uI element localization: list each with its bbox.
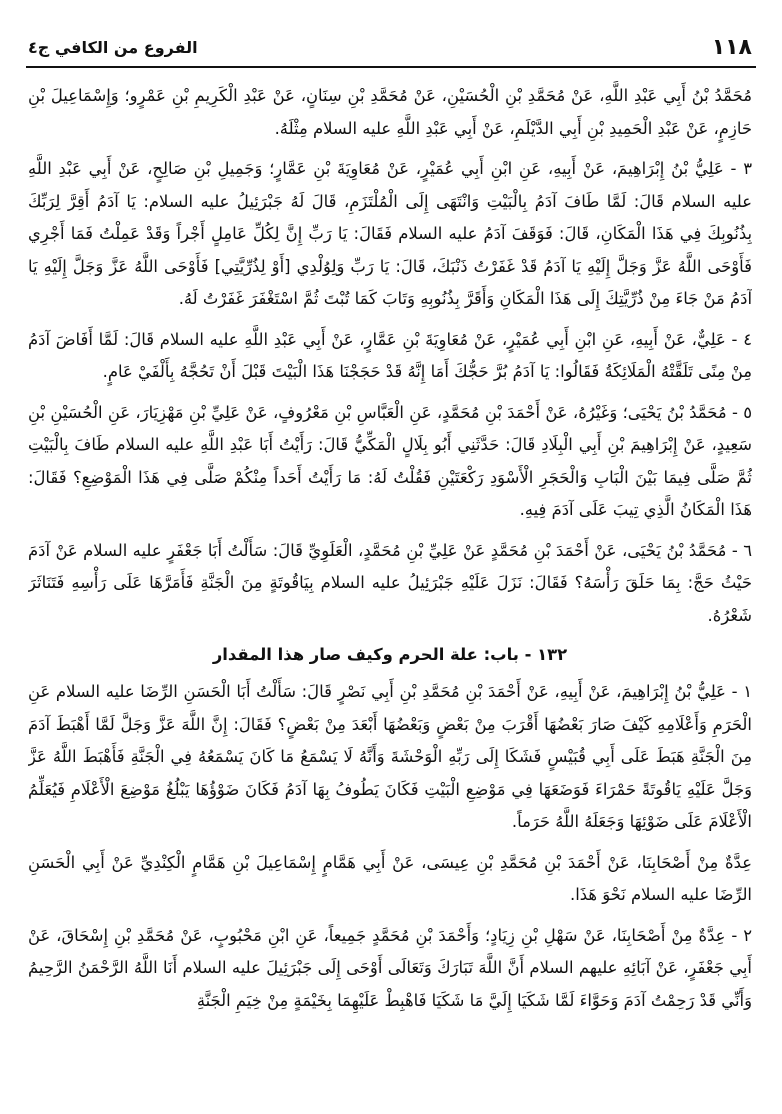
hadith-paragraph: ٦ - مُحَمَّدُ بْنُ يَحْيَى، عَنْ أَحْمَدَ بْنِ مُحَمَّدٍ عَنْ عَلِيِّ بْنِ مُحَمَّدٍ، الْعَلَوِيِّ قَالَ: سَأَلْتُ أَبَا جَعْفَرٍ عليه السلام عَنْ آدَمَ حَيْثُ حَجَّ: بِمَا حَلَقَ رَأْسَهُ؟ فَقَالَ: نَزَلَ عَلَيْهِ جَبْرَئِيلُ عليه السلام بِيَاقُوتَةٍ مِنَ الْجَنَّةِ فَأَمَرَّهَا عَلَى رَأْسِهِ فَتَنَاثَرَ شَعْرُهُ. bbox=[28, 540, 752, 625]
hadith-paragraph: ٢ - عِدَّةٌ مِنْ أَصْحَابِنَا، عَنْ سَهْلِ بْنِ زِيَادٍ؛ وَأَحْمَدَ بْنِ مُحَمَّدٍ جَمِيعاً، عَنِ ابْنِ مَحْبُوبٍ، عَنْ مُحَمَّدِ بْنِ إِسْحَاقَ، عَنْ أَبِي جَعْفَرٍ، عَنْ آبَائِهِ عليهم السلام أَنَّ اللَّهَ تَبَارَكَ وَتَعَالَى أَوْحَى إِلَى جَبْرَئِيلَ عليه السلام أَنَا اللَّهُ الرَّحْمَنُ الرَّحِيمُ وَأَنِّي قَدْ رَحِمْتُ آدَمَ وَحَوَّاءَ لَمَّا شَكَيَا إِلَيَّ مَا شَكَيَا فَاهْبِطْ عَلَيْهِمَا بِخَيْمَةٍ مِنْ خِيَمِ الْجَنَّةِ bbox=[28, 925, 752, 1010]
hadith-paragraph: ٥ - مُحَمَّدُ بْنُ يَحْيَى؛ وَغَيْرُهُ، عَنْ أَحْمَدَ بْنِ مُحَمَّدٍ، عَنِ الْعَبَّاسِ بْنِ مَعْرُوفٍ، عَنْ عَلِيِّ بْنِ مَهْزِيَارَ، عَنِ الْحُسَيْنِ بْنِ سَعِيدٍ، عَنْ إِبْرَاهِيمَ بْنِ أَبِي الْبِلَادِ قَالَ: حَدَّثَنِي أَبُو بِلَالٍ الْمَكِّيُّ قَالَ: رَأَيْتُ أَبَا عَبْدِ اللَّهِ عليه السلام طَافَ بِالْبَيْتِ ثُمَّ صَلَّى فِيمَا بَيْنَ الْبَابِ وَالْحَجَرِ الْأَسْوَدِ رَكْعَتَيْنِ فَقُلْتُ لَهُ: مَا رَأَيْتُ أَحَداً مِنْكُمْ صَلَّى فِي هَذَا الْمَوْضِعِ؟ فَقَالَ: هَذَا الْمَكَانُ الَّذِي تِيبَ عَلَى آدَمَ فِيهِ. bbox=[28, 402, 752, 519]
hadith-paragraph: مُحَمَّدُ بْنُ أَبِي عَبْدِ اللَّهِ، عَنْ مُحَمَّدِ بْنِ الْحُسَيْنِ، عَنْ مُحَمَّدِ بْنِ سِنَانٍ، عَنْ عَبْدِ الْكَرِيمِ بْنِ عَمْرٍو؛ وَإِسْمَاعِيلَ بْنِ حَازِمٍ، عَنْ عَبْدِ الْحَمِيدِ بْنِ أَبِي الدَّيْلَمِ، عَنْ أَبِي عَبْدِ اللَّهِ عليه السلام مِثْلَهُ. bbox=[28, 86, 752, 138]
running-title: الفروع من الكافي ج٤ bbox=[28, 37, 198, 57]
chapter-heading: ١٣٢ - باب: علة الحرم وكيف صار هذا المقدار bbox=[212, 645, 568, 664]
header-rule bbox=[26, 66, 756, 68]
page-header bbox=[28, 30, 752, 64]
hadith-paragraph: ١ - عَلِيُّ بْنُ إِبْرَاهِيمَ، عَنْ أَبِيهِ، عَنْ أَحْمَدَ بْنِ مُحَمَّدِ بْنِ أَبِي نَصْرٍ قَالَ: سَأَلْتُ أَبَا الْحَسَنِ الرِّضَا عليه السلام عَنِ الْحَرَمِ وَأَعْلَامِهِ كَيْفَ صَارَ بَعْضُهَا أَقْرَبَ مِنْ بَعْضٍ وَبَعْضُهَا أَبْعَدَ مِنْ بَعْضٍ؟ فَقَالَ: إِنَّ اللَّهَ عَزَّ وَجَلَّ لَمَّا أَهْبَطَ آدَمَ مِنَ الْجَنَّةِ هَبَطَ عَلَى أَبِي قُبَيْسٍ فَشَكَا إِلَى رَبِّهِ الْوَحْشَةَ وَأَنَّهُ لَا يَسْمَعُ مَا كَانَ يَسْمَعُهُ فِي الْجَنَّةِ فَأَهْبَطَ اللَّهُ عَزَّ وَجَلَّ عَلَيْهِ يَاقُوتَةً حَمْرَاءَ فَوَضَعَهَا فِي مَوْضِعِ الْبَيْتِ فَكَانَ يَطُوفُ بِهَا آدَمُ فَكَانَ ضَوْؤُهَا يَبْلُغُ مَوْضِعَ الْأَعْلَامِ فَيُعَلِّمُ الْأَعْلَامَ عَلَى ضَوْئِهَا وَجَعَلَهُ اللَّهُ حَرَماً. bbox=[28, 682, 752, 831]
text-block bbox=[28, 80, 752, 1094]
hadith-paragraph: ٣ - عَلِيُّ بْنُ إِبْرَاهِيمَ، عَنْ أَبِيهِ، عَنِ ابْنِ أَبِي عُمَيْرٍ، عَنْ مُعَاوِيَةَ بْنِ عَمَّارٍ؛ وَجَمِيلِ بْنِ صَالِحٍ، عَنْ أَبِي عَبْدِ اللَّهِ عليه السلام قَالَ: لَمَّا طَافَ آدَمُ بِالْبَيْتِ وَانْتَهَى إِلَى الْمُلْتَزَمِ، قَالَ لَهُ جَبْرَئِيلُ عليه السلام: يَا آدَمُ أَقِرَّ لِرَبِّكَ بِذُنُوبِكَ فِي هَذَا الْمَكَانِ، قَالَ: فَوَقَفَ آدَمُ عليه السلام فَقَالَ: يَا رَبِّ إِنَّ لِكُلِّ عَامِلٍ أَجْراً وَقَدْ عَمِلْتُ فَمَا أَجْرِي فَأَوْحَى اللَّهُ عَزَّ وَجَلَّ إِلَيْهِ يَا آدَمُ قَدْ غَفَرْتُ ذَنْبَكَ، قَالَ: يَا رَبِّ وَلِوُلْدِي [أَوْ لِذُرِّيَّتِي] فَأَوْحَى اللَّهُ عَزَّ وَجَلَّ إِلَيْهِ يَا آدَمُ مَنْ جَاءَ مِنْ ذُرِّيَّتِكَ إِلَى هَذَا الْمَكَانِ وَأَقَرَّ بِذُنُوبِهِ وَتَابَ كَمَا تُبْتَ ثُمَّ اسْتَغْفَرَ غَفَرْتُ لَهُ. bbox=[28, 159, 752, 308]
hadith-paragraph: عِدَّةٌ مِنْ أَصْحَابِنَا، عَنْ أَحْمَدَ بْنِ مُحَمَّدِ بْنِ عِيسَى، عَنْ أَبِي هَمَّامٍ إِسْمَاعِيلَ بْنِ هَمَّامٍ الْكِنْدِيِّ عَنْ أَبِي الْحَسَنِ الرِّضَا عليه السلام نَحْوَ هَذَا. bbox=[28, 852, 752, 904]
hadith-paragraph: ٤ - عَلِيٌّ، عَنْ أَبِيهِ، عَنِ ابْنِ أَبِي عُمَيْرٍ، عَنْ مُعَاوِيَةَ بْنِ عَمَّارٍ، عَنْ أَبِي عَبْدِ اللَّهِ عليه السلام قَالَ: لَمَّا أَفَاضَ آدَمُ مِنْ مِنًى تَلَقَّتْهُ الْمَلَائِكَةُ فَقَالُوا: يَا آدَمُ بُرَّ حَجُّكَ أَمَا إِنَّهُ قَدْ حَجَجْنَا هَذَا الْبَيْتَ قَبْلَ أَنْ تَحُجَّهُ بِأَلْفَيْ عَامٍ. bbox=[28, 329, 752, 381]
page-number: ١١٨ bbox=[711, 34, 752, 60]
